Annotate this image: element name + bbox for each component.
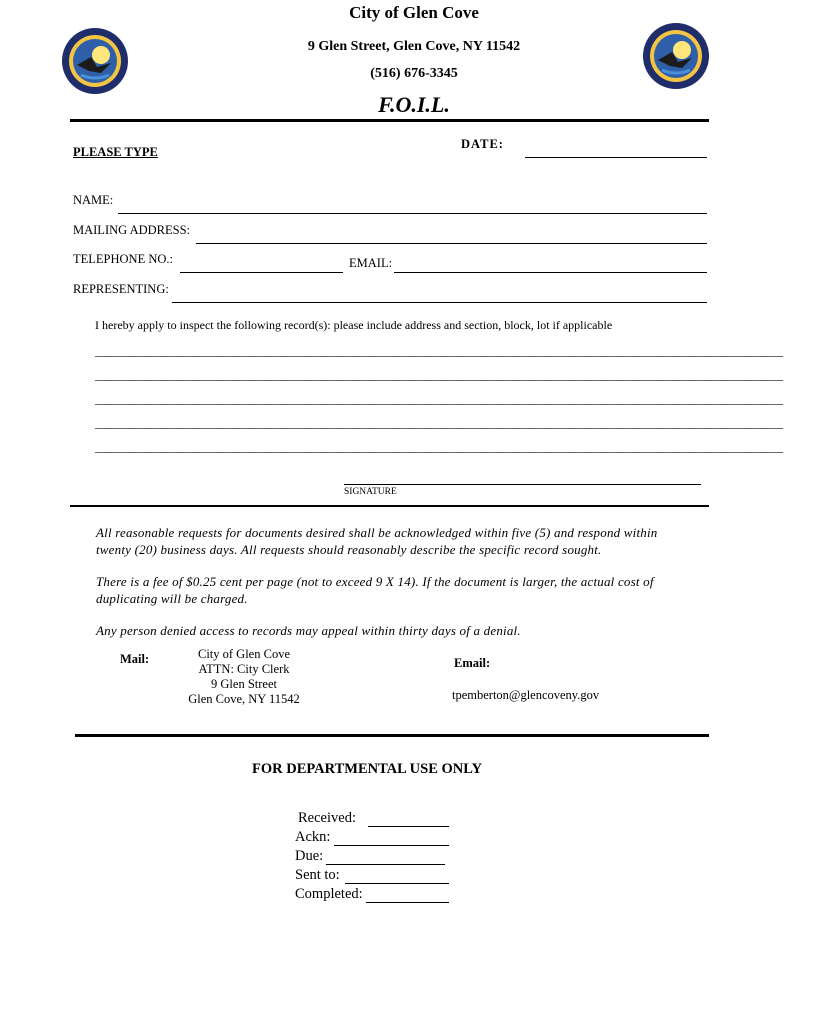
received-field[interactable] (368, 826, 449, 827)
city-name: City of Glen Cove (349, 3, 479, 22)
city-seal-left (61, 27, 129, 95)
record-line[interactable]: _____________________________________________________________________________________________________________________________ (95, 440, 783, 454)
signature-divider (70, 505, 709, 507)
telephone-field[interactable] (180, 272, 343, 273)
record-line[interactable]: _____________________________________________________________________________________________________________________________ (95, 392, 783, 406)
appeal-note: Any person denied access to records may appeal within thirty days of a denial. (96, 623, 521, 638)
please-type-label: PLEASE TYPE (73, 145, 158, 159)
mail-address-block (170, 647, 318, 707)
mail-label: Mail: (120, 652, 150, 666)
record-line[interactable]: _____________________________________________________________________________________________________________________________ (95, 416, 783, 430)
fee-note: There is a fee of $0.25 cent per page (not to exceed 9 X 14). If the document is larger, the actual cost of duplicating will be charged. (96, 574, 654, 606)
date-label: DATE: (461, 137, 504, 151)
ackn-label: Ackn: (295, 829, 331, 845)
representing-label: REPRESENTING: (73, 282, 169, 296)
received-label: Received: (298, 810, 356, 826)
email-field[interactable] (394, 272, 707, 273)
signature-label: SIGNATURE (344, 487, 397, 497)
dept-heading: FOR DEPARTMENTAL USE ONLY (252, 761, 483, 777)
mail-address-line: City of Glen Cove (197, 647, 290, 661)
record-line[interactable]: _____________________________________________________________________________________________________________________________ (95, 344, 783, 358)
email-contact-label: Email: (454, 656, 491, 670)
due-label: Due: (295, 848, 324, 864)
mailing-address-field[interactable] (196, 243, 707, 244)
sent-to-field[interactable] (345, 883, 449, 884)
header-divider (70, 119, 709, 122)
mail-address-line: Glen Cove, NY 11542 (188, 692, 300, 706)
email-label: EMAIL: (349, 256, 393, 270)
completed-field[interactable] (366, 902, 449, 903)
date-field[interactable] (525, 157, 707, 158)
ackn-field[interactable] (334, 845, 449, 846)
city-phone: (516) 676-3345 (370, 66, 458, 81)
contact-divider (75, 734, 709, 737)
acknowledgement-note: All reasonable requests for documents desired shall be acknowledged within five (5) and respond within twenty (20) business days. All requests should reasonably describe the specific record sought. (96, 525, 658, 557)
mail-address-line: ATTN: City Clerk (198, 662, 290, 676)
name-field[interactable] (118, 213, 707, 214)
mailing-address-label: MAILING ADDRESS: (73, 223, 191, 237)
record-line[interactable]: _____________________________________________________________________________________________________________________________ (95, 368, 783, 382)
due-field[interactable] (326, 864, 445, 865)
city-address: 9 Glen Street, Glen Cove, NY 11542 (307, 39, 521, 54)
email-contact-address[interactable]: tpemberton@glencoveny.gov (452, 688, 600, 702)
completed-label: Completed: (295, 886, 363, 902)
mail-address-line: 9 Glen Street (211, 677, 277, 691)
name-label: NAME: (73, 193, 114, 207)
telephone-label: TELEPHONE NO.: (73, 252, 173, 266)
apply-statement: I hereby apply to inspect the following record(s): please include address and section, block, lot if applicable (95, 318, 613, 332)
signature-field[interactable] (344, 484, 701, 485)
form-title: F.O.I.L. (378, 92, 450, 117)
sent-to-label: Sent to: (295, 867, 340, 883)
representing-field[interactable] (172, 302, 707, 303)
